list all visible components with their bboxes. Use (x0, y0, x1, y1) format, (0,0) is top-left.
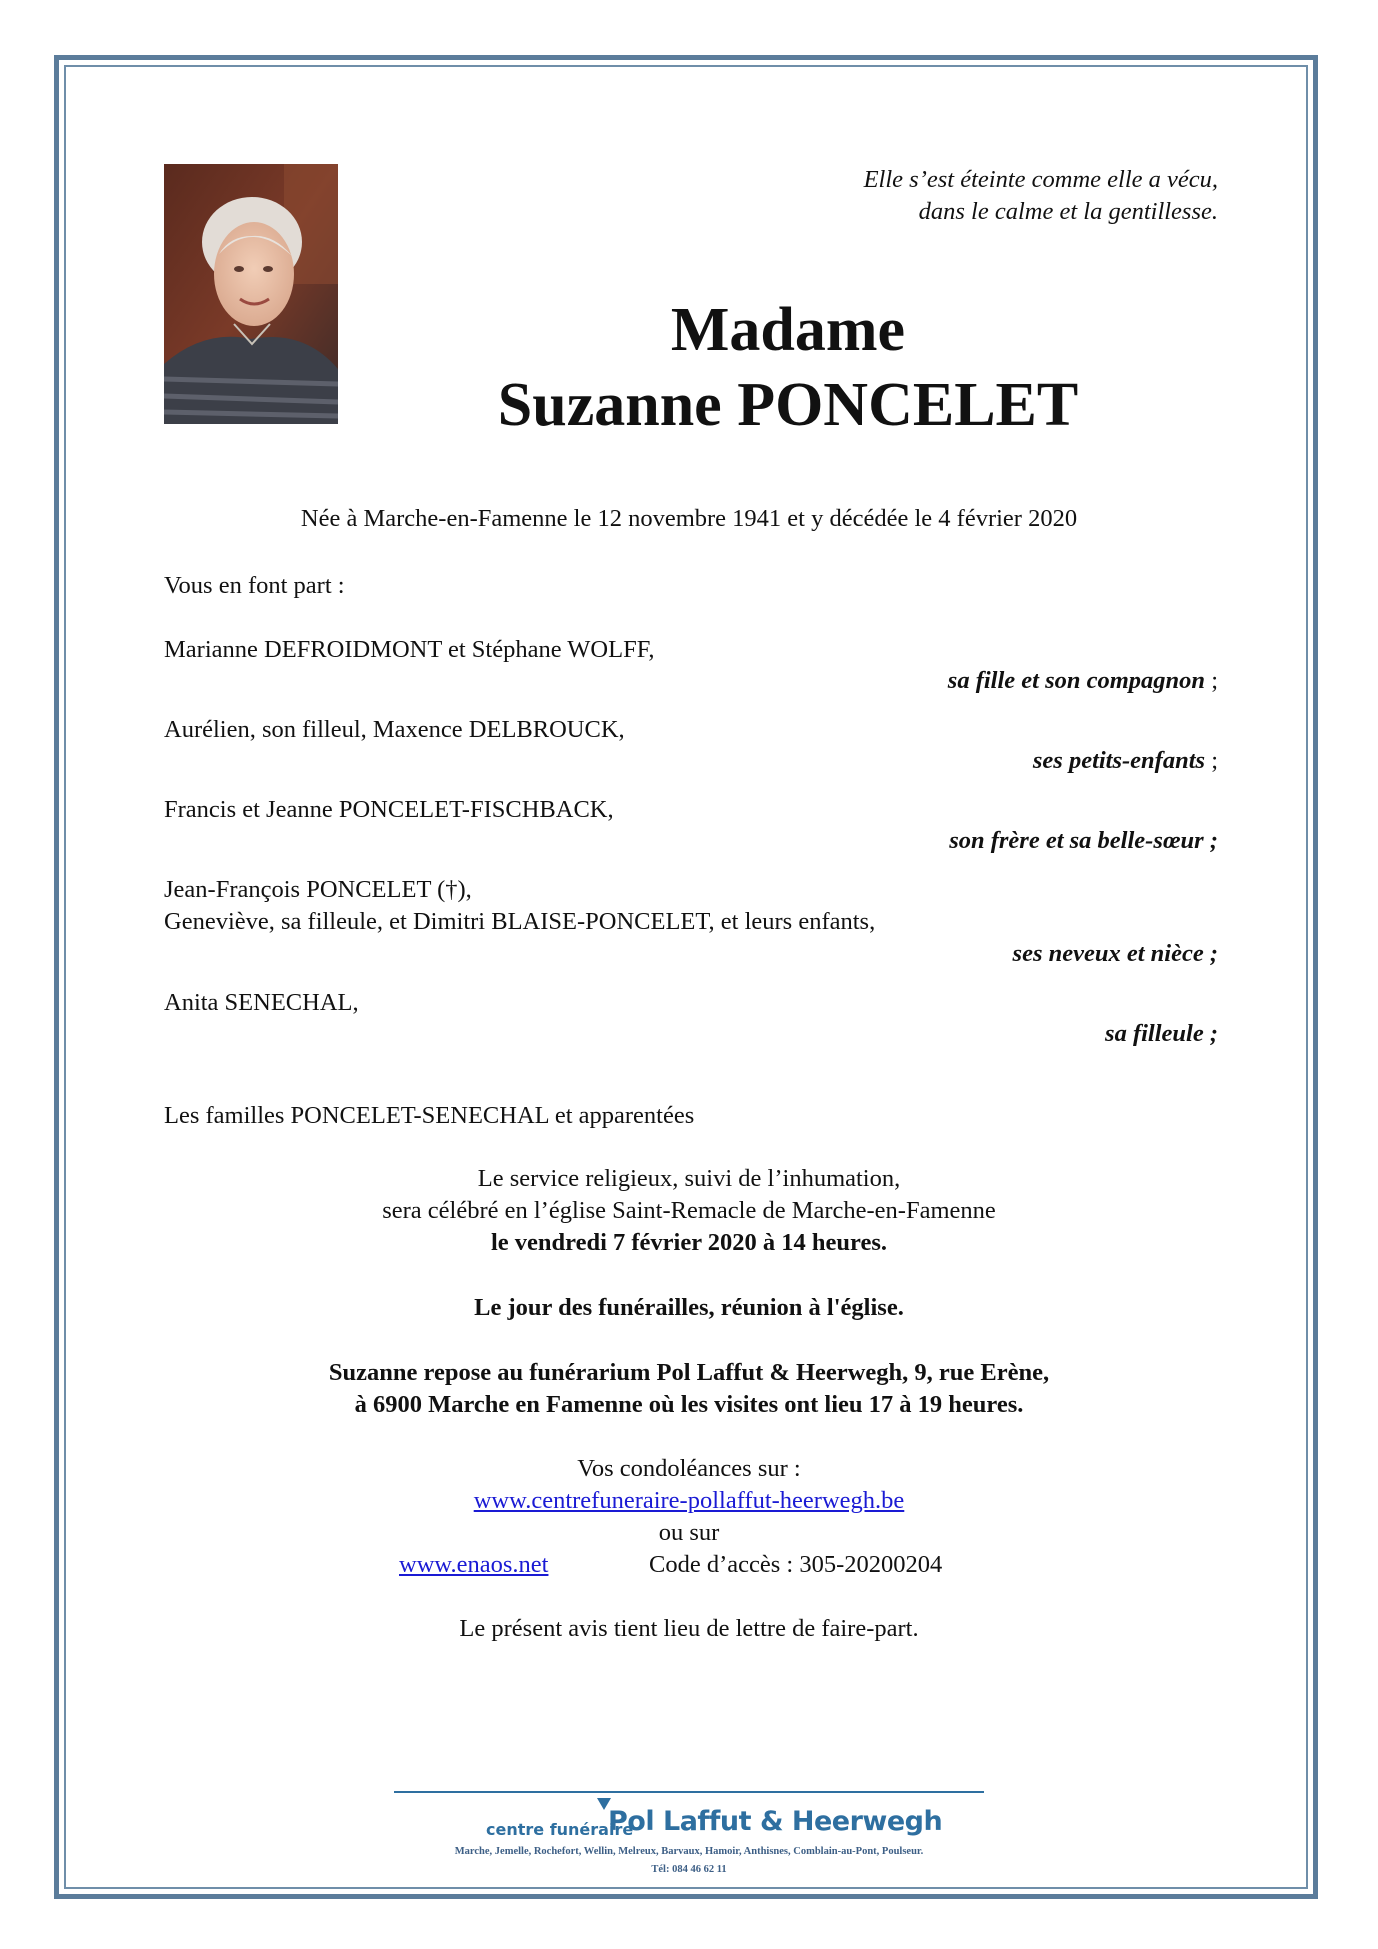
service-date: le vendredi 7 février 2020 à 14 heures. (490, 1229, 888, 1256)
footer-divider (394, 1791, 984, 1793)
birth-death-line: Née à Marche-en-Famenne le 12 novembre 1941 et y décédée le 4 février 2020 (300, 505, 1078, 532)
condolences-intro: Vos condoléances sur : (577, 1455, 801, 1482)
family-relation (1013, 938, 1218, 970)
epitaph-line-1: Elle s’est éteinte comme elle a vécu, (863, 166, 1218, 193)
footer-phone: Tél: 084 46 62 11 (651, 1864, 727, 1875)
relation-label: ses neveux et nièce ; (1012, 940, 1218, 967)
family-name-line: Anita SENECHAL, (164, 989, 359, 1016)
announce-intro: Vous en font part : (164, 572, 345, 599)
relation-label: sa filleule ; (1105, 1020, 1218, 1047)
enaos-link[interactable]: www.enaos.net (399, 1551, 549, 1578)
family-name-line: Marianne DEFROIDMONT et Stéphane WOLFF, (164, 636, 655, 663)
closing-note: Le présent avis tient lieu de lettre de faire-part. (459, 1615, 919, 1642)
footer-label: centre funéraire (486, 1820, 634, 1839)
epitaph-line-2: dans le calme et la gentillesse. (918, 198, 1218, 225)
meeting-note: Le jour des funérailles, réunion à l'église. (474, 1294, 904, 1321)
relation-suffix: ; (1205, 667, 1218, 694)
relation-suffix: ; (1205, 747, 1218, 774)
family-relation (948, 665, 1218, 697)
relation-label: son frère et sa belle-sœur ; (949, 827, 1218, 854)
family-relation (1105, 1018, 1218, 1050)
family-relation (1033, 745, 1218, 777)
footer-brand-logo: Pol Laffut & Heerwegh (608, 1806, 943, 1837)
condolences-url-row (164, 1485, 1214, 1517)
service-line-1: Le service religieux, suivi de l’inhumation, (477, 1165, 901, 1192)
honorific-title: Madame (670, 296, 906, 364)
family-name-line: Aurélien, son filleul, Maxence DELBROUCK, (164, 716, 625, 743)
relation-label: ses petits-enfants (1032, 747, 1206, 774)
repose-line-1: Suzanne repose au funérarium Pol Laffut & Heerwegh, 9, rue Erène, (328, 1359, 1050, 1386)
family-name-line: Francis et Jeanne PONCELET-FISCHBACK, (164, 796, 614, 823)
relation-label: sa fille et son compagnon (947, 667, 1206, 694)
family-name-line: Jean-François PONCELET (†), (164, 876, 472, 903)
funeral-site-link[interactable]: www.centrefuneraire-pollaffut-heerwegh.be (473, 1487, 905, 1514)
family-name-line: Geneviève, sa filleule, et Dimitri BLAISE-PONCELET, et leurs enfants, (164, 908, 876, 935)
condolences-second-row (399, 1549, 548, 1581)
deceased-name: Suzanne PONCELET (497, 371, 1079, 439)
family-relation (949, 825, 1218, 857)
footer-places: Marche, Jemelle, Rochefort, Wellin, Melreux, Barvaux, Hamoir, Anthisnes, Comblain-au-Pont, Poulseur. (454, 1846, 924, 1857)
epitaph-quote (864, 164, 1218, 228)
service-line-2: sera célébré en l’église Saint-Remacle de Marche-en-Famenne (382, 1197, 996, 1224)
condolences-or: ou sur (658, 1519, 720, 1546)
portrait-photo (164, 164, 338, 424)
access-code: Code d’accès : 305-20200204 (649, 1551, 943, 1578)
families-line: Les familles PONCELET-SENECHAL et apparentées (164, 1102, 695, 1129)
repose-line-2: à 6900 Marche en Famenne où les visites ont lieu 17 à 19 heures. (354, 1391, 1024, 1418)
